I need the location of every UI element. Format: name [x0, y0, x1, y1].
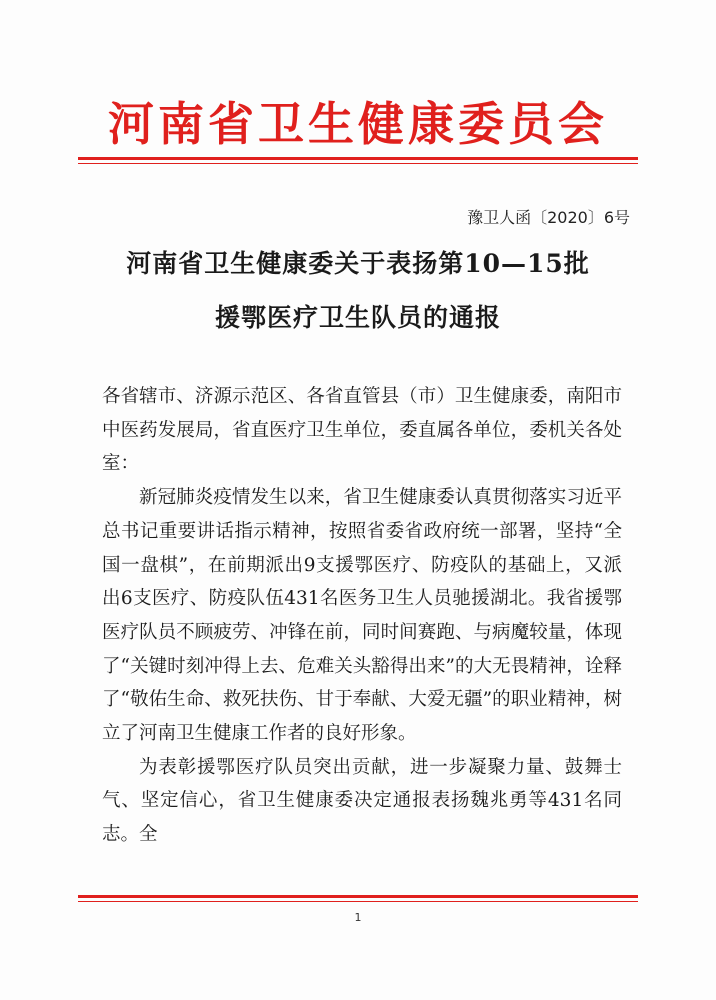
org-header-title: 河南省卫生健康委员会	[108, 97, 608, 151]
body-paragraph-1: 新冠肺炎疫情发生以来，省卫生健康委认真贯彻落实习近平总书记重要讲话指示精神，按照省委省政府统一部署，坚持“全国一盘棋”，在前期派出9支援鄂医疗、防疫队的基础上，又派出6支医疗、防疫队伍431名医务卫生人员驰援湖北。我省援鄂医疗队员不顾疲劳、冲锋在前，同时间赛跑、与病魔较量，体现了“关键时刻冲得上去、危难关头豁得出来”的大无畏精神，诠释了“敬佑生命、救死扶伤、甘于奉献、大爱无疆”的职业精神，树立了河南卫生健康工作者的良好形象。	[102, 487, 622, 745]
body-paragraph-2: 为表彰援鄂医疗队员突出贡献，进一步凝聚力量、鼓舞士气、坚定信心，省卫生健康委决定通报表扬魏兆勇等431名同志。全	[102, 756, 622, 846]
salutation-paragraph: 各省辖市、济源示范区、各省直管县（市）卫生健康委，南阳市中医药发展局，省直医疗卫生单位，委直属各单位，委机关各处室：	[102, 386, 622, 475]
document-title-line-2: 援鄂医疗卫生队员的通报	[214, 303, 501, 332]
document-number: 豫卫人函〔2020〕6号	[467, 208, 630, 227]
page-number: 1	[354, 911, 362, 924]
footer-red-rule-thick	[78, 895, 638, 898]
document-body	[102, 380, 622, 852]
header-red-rule-thick	[78, 157, 638, 160]
document-title-line-1: 河南省卫生健康委关于表扬第10—15批	[126, 249, 590, 278]
footer-red-rule-thin	[78, 901, 638, 902]
header-red-rule-thin	[78, 163, 638, 164]
